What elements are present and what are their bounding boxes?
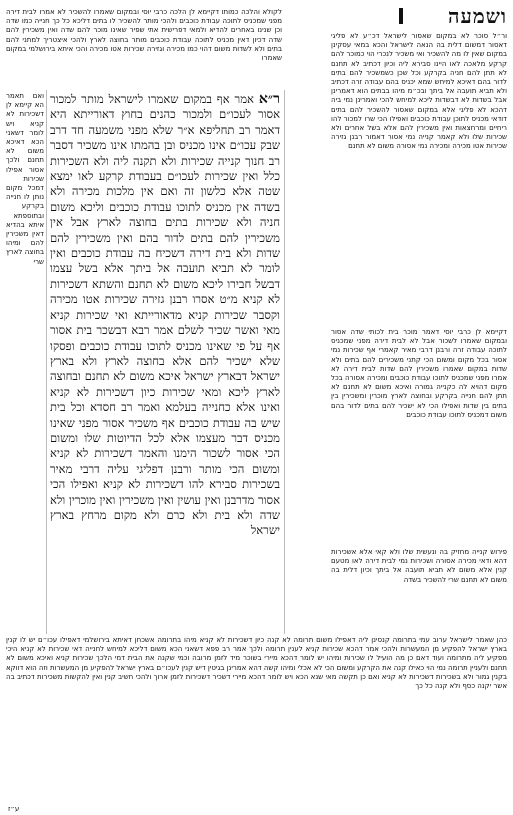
- footer-mark: ע״ז: [8, 805, 20, 813]
- column-divider-right: [284, 90, 285, 634]
- tosafot-bottom-block: כהן שאמר לישראל ערוב עמי בתרומה קנסינן ליה דאפילו משום תרומה לא קנה כיון דשכירות לא קניא מיהו בתרומה אשכחן דאיתא בירושלמי דאפילו עכו״ם יש לו קנין בארץ ישראל להפקיע מן המעשרות ולהכי אמר דהכא שכירות קניא לענין תרומה ולכך אמר רב פפא דשאני הכא משום דליכא למיחש לחנייה דאי שכירות לא קניא היכי מפקיע ליה מתרומה ועוד דאם כן מה הועיל לו שכירות ומיהו יש לומר דהכא מיירי בשוכר מיד לזמן מרובה וכמי שקנה את הבית דמי הלכך שכירות קניא ואיכא משום לא תחנם ולעניין תרומה נמי הוי כאילו קנה את הקרקע ומשום הכי לא אכלי ומיהו קשה דהא אמרינן בגיטין דיש קנין לעכו״ם בארץ ישראל להפקיע מן המעשרות וזה הוא דווקא בקנין גמור ולא בשכירות דשכירות לא קניא ואם כן תקשה מאי שנא הכא ויש לומר דהכא מיירי דשכיר דשכירות לזמן ארוך ולהכי חשיב קנין ואין להקשות משכירות דכתיב בה אשר יקנה כסף ולא קנה כל כך: [6, 636, 507, 691]
- rashi-block-2: דקיימא לן כרבי יוסי דאמר מוכר בית לכותי שדה אסור ובמקום שאמרו לשכור אבל לא לבית דירה מפני שמכניס לתוכה עבודה זרה ורבנן דרבי מאיר קאמרי אף שכירות נמי אסור בכל מקום ומשום הכי קתני משכירים להם בתים ולא שדות במקום שאמרו משכירין להם שדות לבית דירה לא אמרו מפני שמכניס לתוכו עבודת כוכבים ומכירה אסורה בכל מקום דהויא לה כקנייה גמורה ואיכא משום לא תחנם לא תתן להם חנייה בקרקע ובחוצה לארץ מוכרין ומשכירין בין בתים בין שדות ואפילו הכי לא ישכיר להם בתים לדור בהם משום דמכניס לתוכו עבודת כוכבים: [331, 328, 507, 419]
- gemara-lead-word: ר״א: [258, 92, 280, 107]
- gemara-body: אמר אף במקום שאמרו לישראל מותר למכור אסור לעכו״ם ולמכור כהנים בחוץ דאורייתא היא דאמר רב תחליפא א״ר שלא מפני משמעה חד דרב שבק עכו״ם אינו מכניס ובן בהמתו אינו משכיר דסבר רב חנוך קנייה שכירות ולא תקנה ליה ולא השכירות כלל ואין שכירות לעכו״ם בעבודת קרקע לאו ימצא שטה אלא כלשון זה ואם אין מלכות מכירה ולא בשדה אין מכניס לתוכו עבודת כוכבים וליכא משום חניה ולא שכירות בתים בחוצה לארץ אבל אין משכירין להם בתים לדור בהם ואין משכירין להם שדות ולא בית דירה דשכיח בה עבודת כוכבים ואין לומר לא תביא תועבה אל ביתך אלא בשל עצמו דבשל חבירו ליכא משום לא תחנם והשתא דשכירות לא קניא מ״ט אסרו רבנן גזירה שכירות אטו מכירה וקסבר שכירות קניא מדאורייתא ואי שכירות קניא מאי ואשר שכיר לשלם אמר רבא דבשכר בית אסור אף על פי שאינו מכניס לתוכו עבודת כוכבים ופסקו שלא ישכיר להם אלא בחוצה לארץ ולא בארץ ישראל דבארץ ישראל איכא משום לא תחנם ובחוצה לארץ ליכא ומאי שכירות כיון דשכירות לא קניא ואינו אלא כחנייה בעלמא ואמר רב חסדא וכל בית שיש בה עבודת כוכבים אף משכיר אסור מפני שאינו מכניס דבר מעצמו אלא לכל הדיוטות שלו ומשום הכי אסור לשכור הימנו והאמר דשכירות לא קניא ומשום הכי מותר ורבנן דפליגי עליה דרבי מאיר בשכירות סבירא להו דשכירות לא קניא ואפילו הכי אסור מדרבנן ואין עושין ואין משכירין ואין מוכרין ולא שדה ולא בית ולא כרם ולא מקום מרחץ בארץ ישראל: [50, 92, 280, 538]
- tosafot-top-block: לקולא והלכה כמותו דקיימא לן הלכה כרבי יוסי ובמקום שאמרו להשכיר לא אמרו לבית דירה מפני שמכניס לתוכה עבודת כוכבים ולהכי מותר להשכיר לו בתים דליכא כל כך חנייה כמו שדה וכן שנינו באחרים להדיא ולמאי דפרישית אתי שפיר שאינו מוכר להם שדה ואין משכירין להם שדה דכיון דאין מכניס לתוכה עבודת כוכבים מותר בחוצה לארץ ולהכי איצטריך למתני להם בתים ולא לשדות משום דהוי כמו מכירה וגזירה שכירות אטו מכירה והכי איתא בירושלמי במקום שאמרו: [6, 8, 282, 63]
- tosafot-left-column: ואם תאמר הא קיימא לן דשכירות לא קניא ויש לומר דשאני הכא דאיכא משום לא תחנם ולכך אסור אפילו שכירות דמכל מקום נותן לו חנייה בקרקע ובתוספתא איתא בהדיא דאין משכירין להם ומיהו בחוצה לארץ שרי: [6, 92, 44, 266]
- rashi-block-3: פירוש קנייה מחזיק בה ונעשית שלו ולא קאי אלא אשכירות דהא ודאי מכירה אסורה ושכירות נמי לבית דירה לאו מטעם קנין אלא משום לא תביא תועבה אל ביתך וכיון דלית בה משום לא תחנם שרי להשכיר בשדה: [331, 548, 507, 584]
- column-divider-left: [46, 90, 47, 634]
- page-title: ושמעה: [407, 4, 507, 28]
- gemara-main-text: [50, 92, 280, 632]
- rashi-block-1: ור״ל סוכר לא במקום שאסור לישראל דכ״ע לא פליגי דאסור דמשום דלית בה הנאה לישראל והכא במאי עסקינן במקום שאין לו מה להשכיר ואי משכיר לנכרי הוי כמוכר להם קרקע מלאכה לאו היינו סבירא ליה וכיון דכתיב לא תחנם לא תתן להם חניה בקרקע וכל שכן כשמשכיר להם בתים לדור בהם דאיכא למיחש שמא יכניס בהם עבודה זרה דכתיב ולא תביא תועבה אל ביתך ובכ״מ מיהו בבתים הוא דאמרינן אבל בשדות לא דבשדות ליכא למיחש להכי ואמרינן נמי ביה דהכא לא פליגי אלא במקום שאסור להשכיר להם בתים דודאי מכניס לתוכן עבודת כוכבים ואפילו הכי שרו למכור להו ריחיים ומרחצאות ואין משכירין להם אלא בשל אחרים ולא שכירות שלו ולא קאמר קנייה נמי אסור דאמור רבנן גזירה שכירות אטו מכירה ומכירה נמי אסורה משום לא תחנם: [331, 32, 507, 151]
